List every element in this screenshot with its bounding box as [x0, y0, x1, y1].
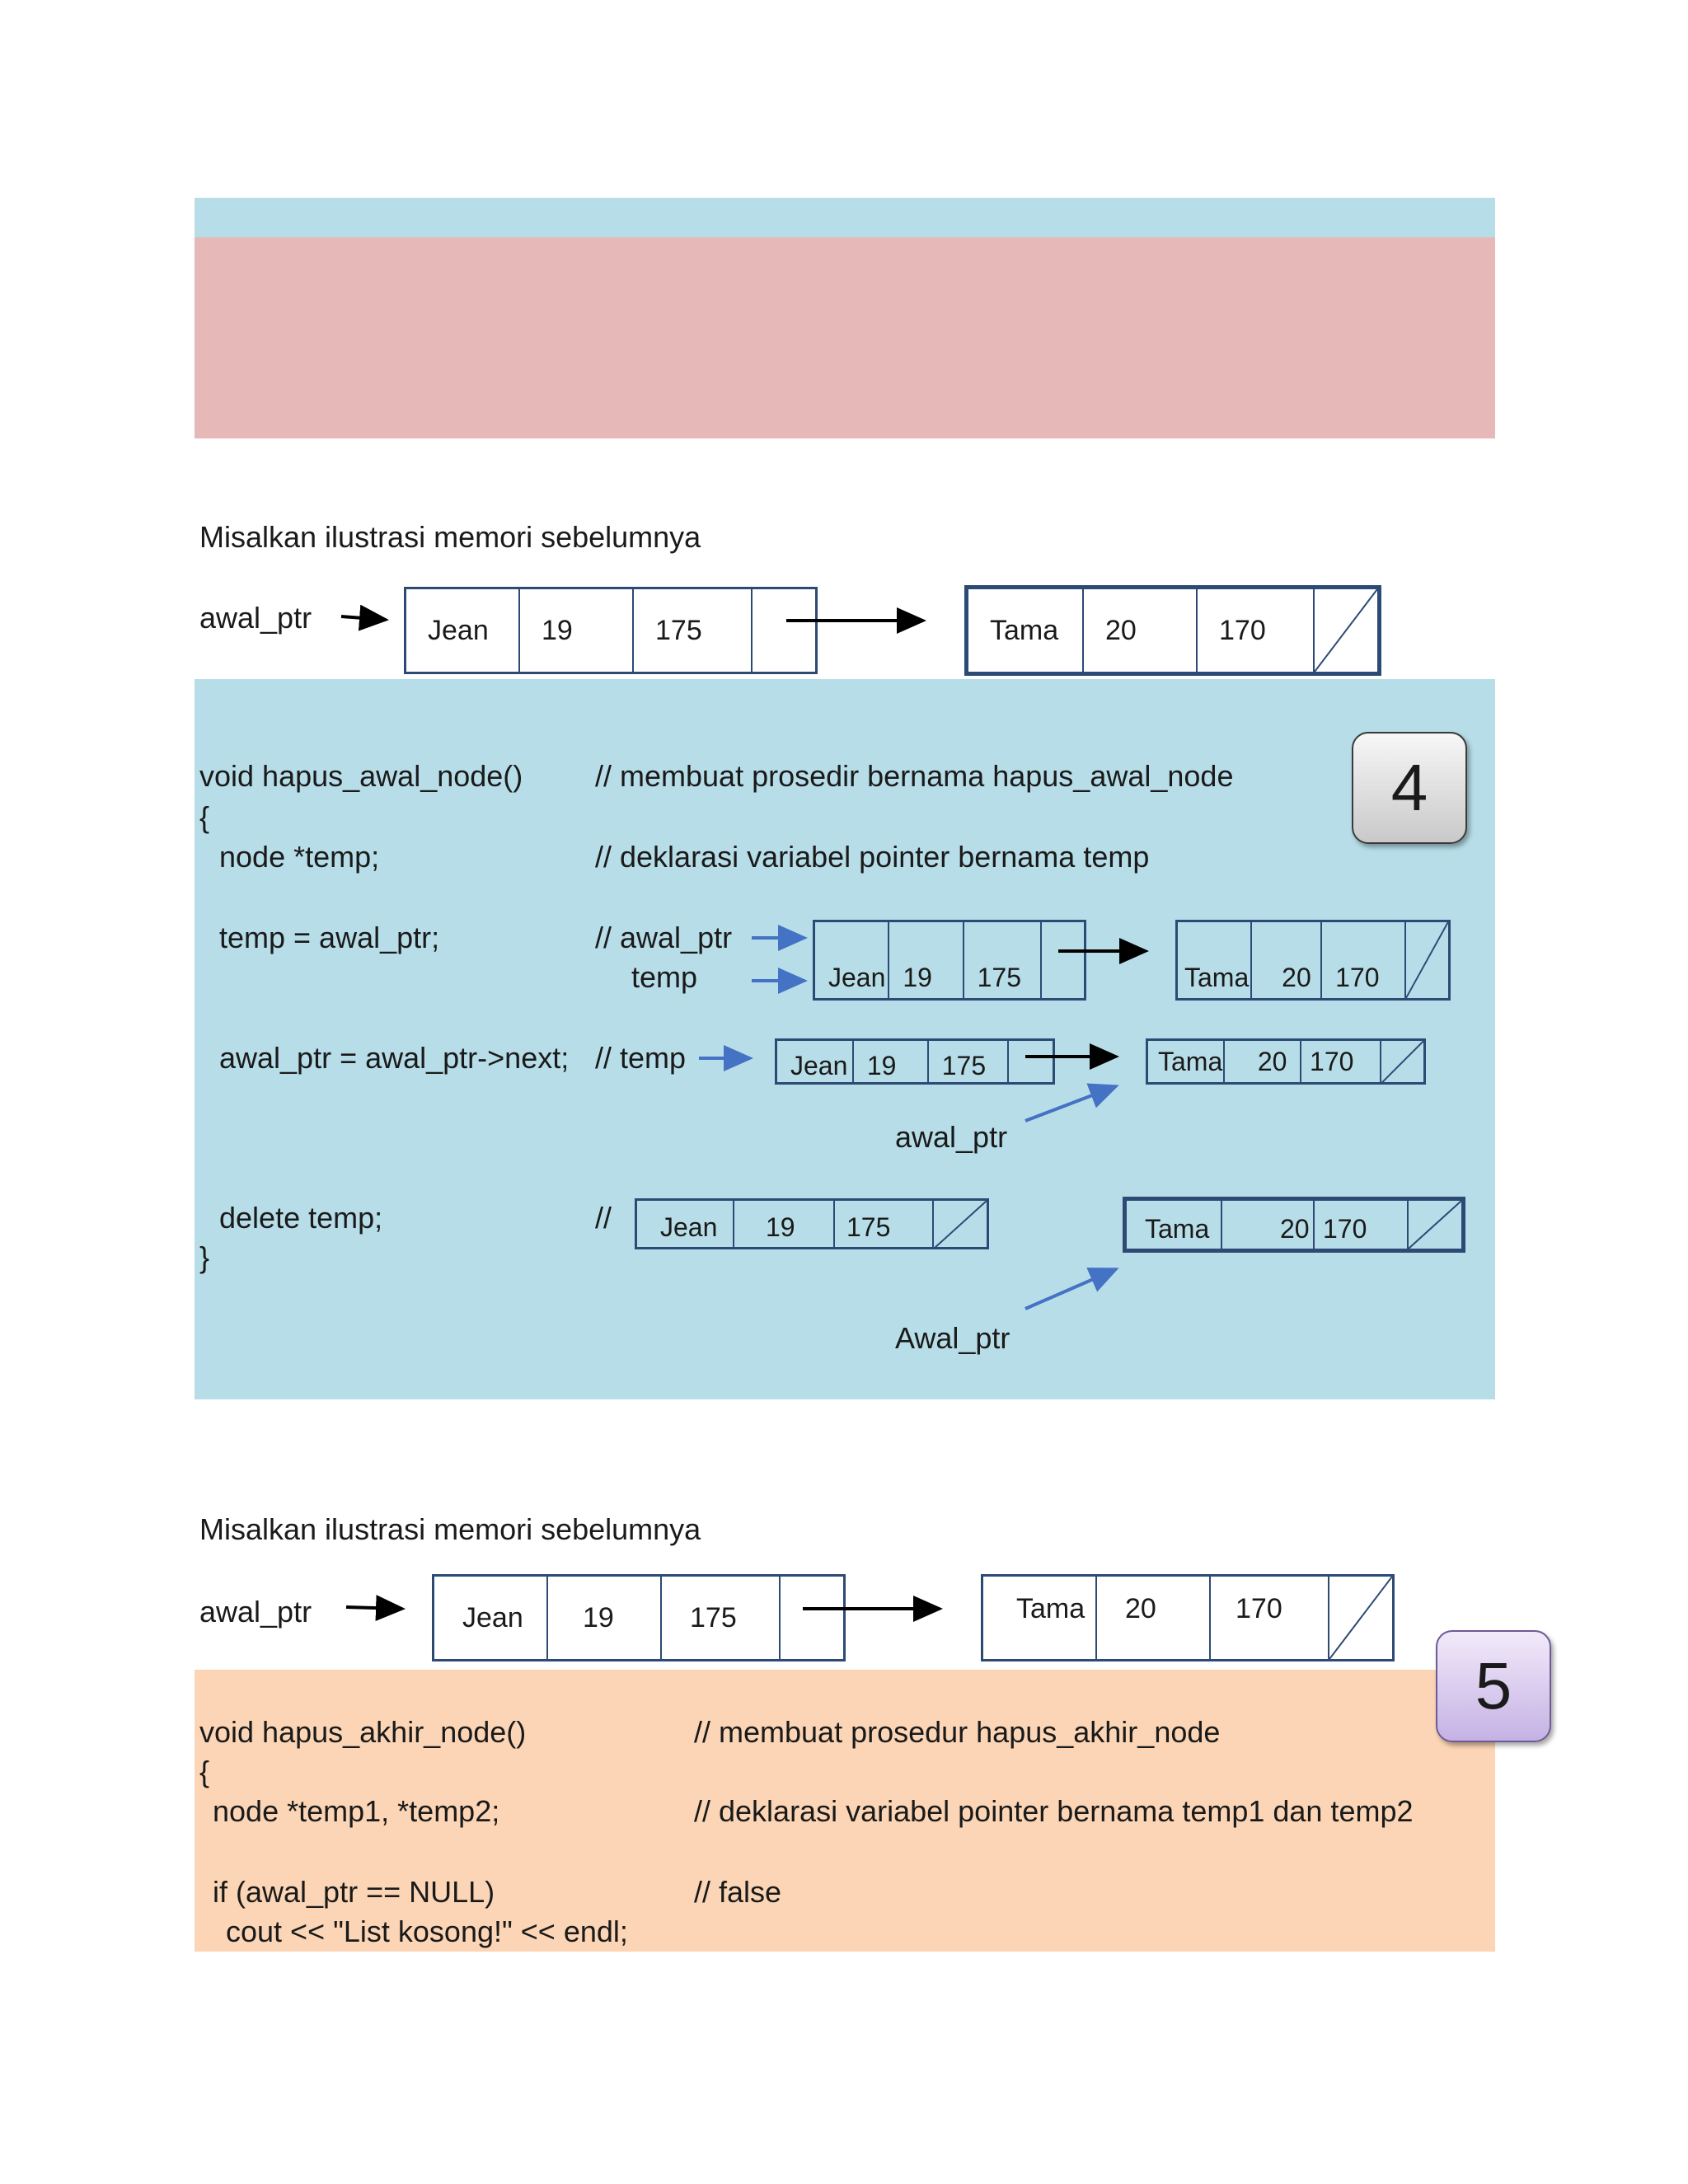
diagram1-node-jean [813, 920, 1086, 1001]
node-next-cell [781, 1577, 843, 1659]
node-height-cell: 170 [1322, 922, 1406, 998]
code-line: } [199, 1240, 210, 1274]
code-comment: // membuat prosedir bernama hapus_awal_node [595, 759, 1234, 793]
node-age-cell: 19 [889, 922, 964, 998]
diagram2-node-tama [1146, 1038, 1426, 1085]
node-name-cell: Jean [815, 922, 889, 998]
section5-intro: Misalkan ilustrasi memori sebelumnya [199, 1512, 701, 1546]
node-height-cell: 170 [1198, 589, 1315, 672]
diagram2-node-jean [775, 1038, 1055, 1085]
code-line: void hapus_akhir_node() [199, 1715, 527, 1749]
section4-ptr-label: awal_ptr [199, 601, 312, 635]
code-comment: // deklarasi variabel pointer bernama temp [595, 840, 1150, 874]
section4-node-jean [404, 587, 818, 674]
node-next-cell [1009, 1041, 1053, 1082]
null-pointer-cell [1329, 1577, 1392, 1659]
node-height-cell: 170 [1315, 1201, 1409, 1249]
node-age-cell: 19 [734, 1201, 835, 1247]
section4-intro: Misalkan ilustrasi memori sebelumnya [199, 520, 701, 554]
null-pointer-cell [1406, 922, 1448, 998]
code-comment: // temp [595, 1041, 687, 1075]
null-pointer-cell [1315, 589, 1377, 672]
node-height-cell: 175 [929, 1041, 1009, 1082]
node-height-cell: 175 [662, 1577, 781, 1659]
code-comment: temp [631, 960, 698, 994]
node-age-cell: 19 [520, 589, 634, 672]
node-name-cell: Jean [406, 589, 520, 672]
top-red-band [195, 237, 1495, 438]
step-badge-5: 5 [1436, 1630, 1551, 1742]
node-height-cell: 175 [964, 922, 1042, 998]
section5-ptr-label: awal_ptr [199, 1595, 312, 1629]
node-height-cell: 175 [835, 1201, 934, 1247]
node-height-cell: 170 [1211, 1577, 1329, 1659]
node-name-cell: Tama [1127, 1201, 1222, 1249]
node-height-cell: 175 [634, 589, 753, 672]
node-name-cell: Jean [434, 1577, 548, 1659]
code-comment: // [595, 1201, 612, 1235]
node-age-cell: 20 [1084, 589, 1198, 672]
code-line: temp = awal_ptr; [219, 921, 440, 954]
node-name-cell: Tama [1148, 1041, 1225, 1082]
node-name-cell: Jean [637, 1201, 734, 1247]
node-age-cell: 19 [548, 1577, 662, 1659]
diagram3-node-jean [635, 1198, 989, 1249]
node-next-cell [753, 589, 815, 672]
code-line: awal_ptr = awal_ptr->next; [219, 1041, 570, 1075]
node-age-cell: 20 [1097, 1577, 1211, 1659]
node-age-cell: 19 [854, 1041, 929, 1082]
node-name-cell: Tama [968, 589, 1084, 672]
section5-node-tama [981, 1574, 1395, 1661]
code-line: cout << "List kosong!" << endl; [226, 1915, 628, 1948]
node-name-cell: Jean [777, 1041, 854, 1082]
diagram3-node-tama [1123, 1197, 1465, 1253]
code-comment: // deklarasi variabel pointer bernama temp1 dan temp2 [694, 1794, 1414, 1828]
code-line: void hapus_awal_node() [199, 759, 523, 793]
code-line: if (awal_ptr == NULL) [213, 1875, 495, 1909]
pointer-label: awal_ptr [895, 1120, 1008, 1154]
node-age-cell: 20 [1225, 1041, 1301, 1082]
null-pointer-cell [1409, 1201, 1461, 1249]
code-line: delete temp; [219, 1201, 383, 1235]
node-age-cell: 20 [1252, 922, 1322, 998]
section4-node-tama [964, 585, 1381, 676]
code-line: node *temp1, *temp2; [213, 1794, 500, 1828]
pointer-arrow [341, 616, 386, 620]
top-blue-band [195, 198, 1495, 237]
node-name-cell: Tama [1178, 922, 1252, 998]
code-line: { [199, 1755, 210, 1788]
pointer-arrow [346, 1607, 402, 1609]
null-pointer-cell [934, 1201, 987, 1247]
diagram1-node-tama [1175, 920, 1451, 1001]
null-pointer-cell [1381, 1041, 1423, 1082]
node-age-cell: 20 [1222, 1201, 1315, 1249]
node-next-cell [1042, 922, 1084, 998]
pointer-label: Awal_ptr [895, 1321, 1010, 1355]
node-height-cell: 170 [1301, 1041, 1381, 1082]
step-badge-4: 4 [1352, 732, 1467, 844]
code-comment: // membuat prosedur hapus_akhir_node [694, 1715, 1221, 1749]
code-comment: // false [694, 1875, 782, 1909]
code-line: node *temp; [219, 840, 380, 874]
section5-node-jean [432, 1574, 846, 1661]
code-comment: // awal_ptr [595, 921, 733, 954]
node-name-cell: Tama [983, 1577, 1097, 1659]
code-line: { [199, 800, 210, 834]
